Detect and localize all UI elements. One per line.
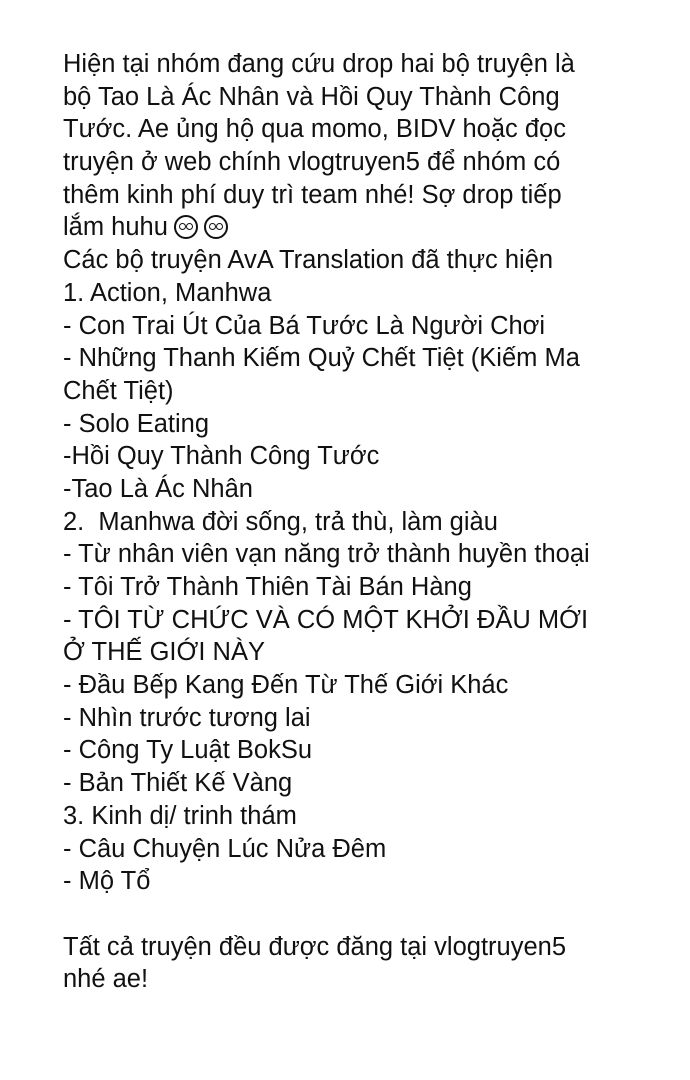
section-heading: 1. Action, Manhwa	[63, 278, 272, 307]
pleading-face-icon	[204, 215, 228, 239]
section-heading: 2. Manhwa đời sống, trả thù, làm giàu	[63, 507, 498, 536]
text-line: Tước. Ae ủng hộ qua momo, BIDV hoặc đọc	[63, 115, 566, 144]
list-item: -Hồi Quy Thành Công Tước	[63, 442, 380, 471]
list-item: - Công Ty Luật BokSu	[63, 736, 313, 765]
text-line: thêm kinh phí duy trì team nhé! Sợ drop tiếp	[63, 180, 562, 209]
section-heading: 3. Kinh dị/ trinh thám	[63, 801, 297, 830]
text-line: Hiện tại nhóm đang cứu drop hai bộ truyện là	[63, 50, 575, 78]
text-line: Tất cả truyện đều được đăng tại vlogtruyen5	[63, 932, 567, 961]
list-item: Ở THẾ GIỚI NÀY	[63, 638, 265, 667]
text-line: bộ Tao Là Ác Nhân và Hồi Quy Thành Công	[63, 82, 560, 111]
list-item: - Những Thanh Kiếm Quỷ Chết Tiệt (Kiếm Ma	[63, 344, 580, 373]
blank-line	[63, 898, 690, 931]
list-item: -Tao Là Ác Nhân	[63, 474, 253, 503]
list-item: - Solo Eating	[63, 409, 210, 438]
pleading-face-icon	[174, 215, 198, 239]
list-item: - Đầu Bếp Kang Đến Từ Thế Giới Khác	[63, 671, 509, 700]
text-line	[63, 211, 690, 244]
list-item: - Từ nhân viên vạn năng trở thành huyền thoại	[63, 540, 590, 569]
list-item: - Mộ Tổ	[63, 867, 151, 896]
list-item: - Con Trai Út Của Bá Tước Là Người Chơi	[63, 311, 546, 340]
list-item: Chết Tiệt)	[63, 376, 174, 405]
text-span: lắm huhu	[63, 213, 168, 242]
list-item: - Bản Thiết Kế Vàng	[63, 769, 293, 798]
list-item: - Tôi Trở Thành Thiên Tài Bán Hàng	[63, 573, 472, 601]
text-line: truyện ở web chính vlogtruyen5 để nhóm có	[63, 148, 561, 177]
list-item: - Nhìn trước tương lai	[63, 703, 311, 732]
list-item: - Câu Chuyện Lúc Nửa Đêm	[63, 834, 387, 863]
text-line: nhé ae!	[63, 965, 149, 994]
text-line: Các bộ truyện AvA Translation đã thực hiện	[63, 246, 554, 275]
list-item: - TÔI TỪ CHỨC VÀ CÓ MỘT KHỞI ĐẦU MỚI	[63, 605, 589, 634]
